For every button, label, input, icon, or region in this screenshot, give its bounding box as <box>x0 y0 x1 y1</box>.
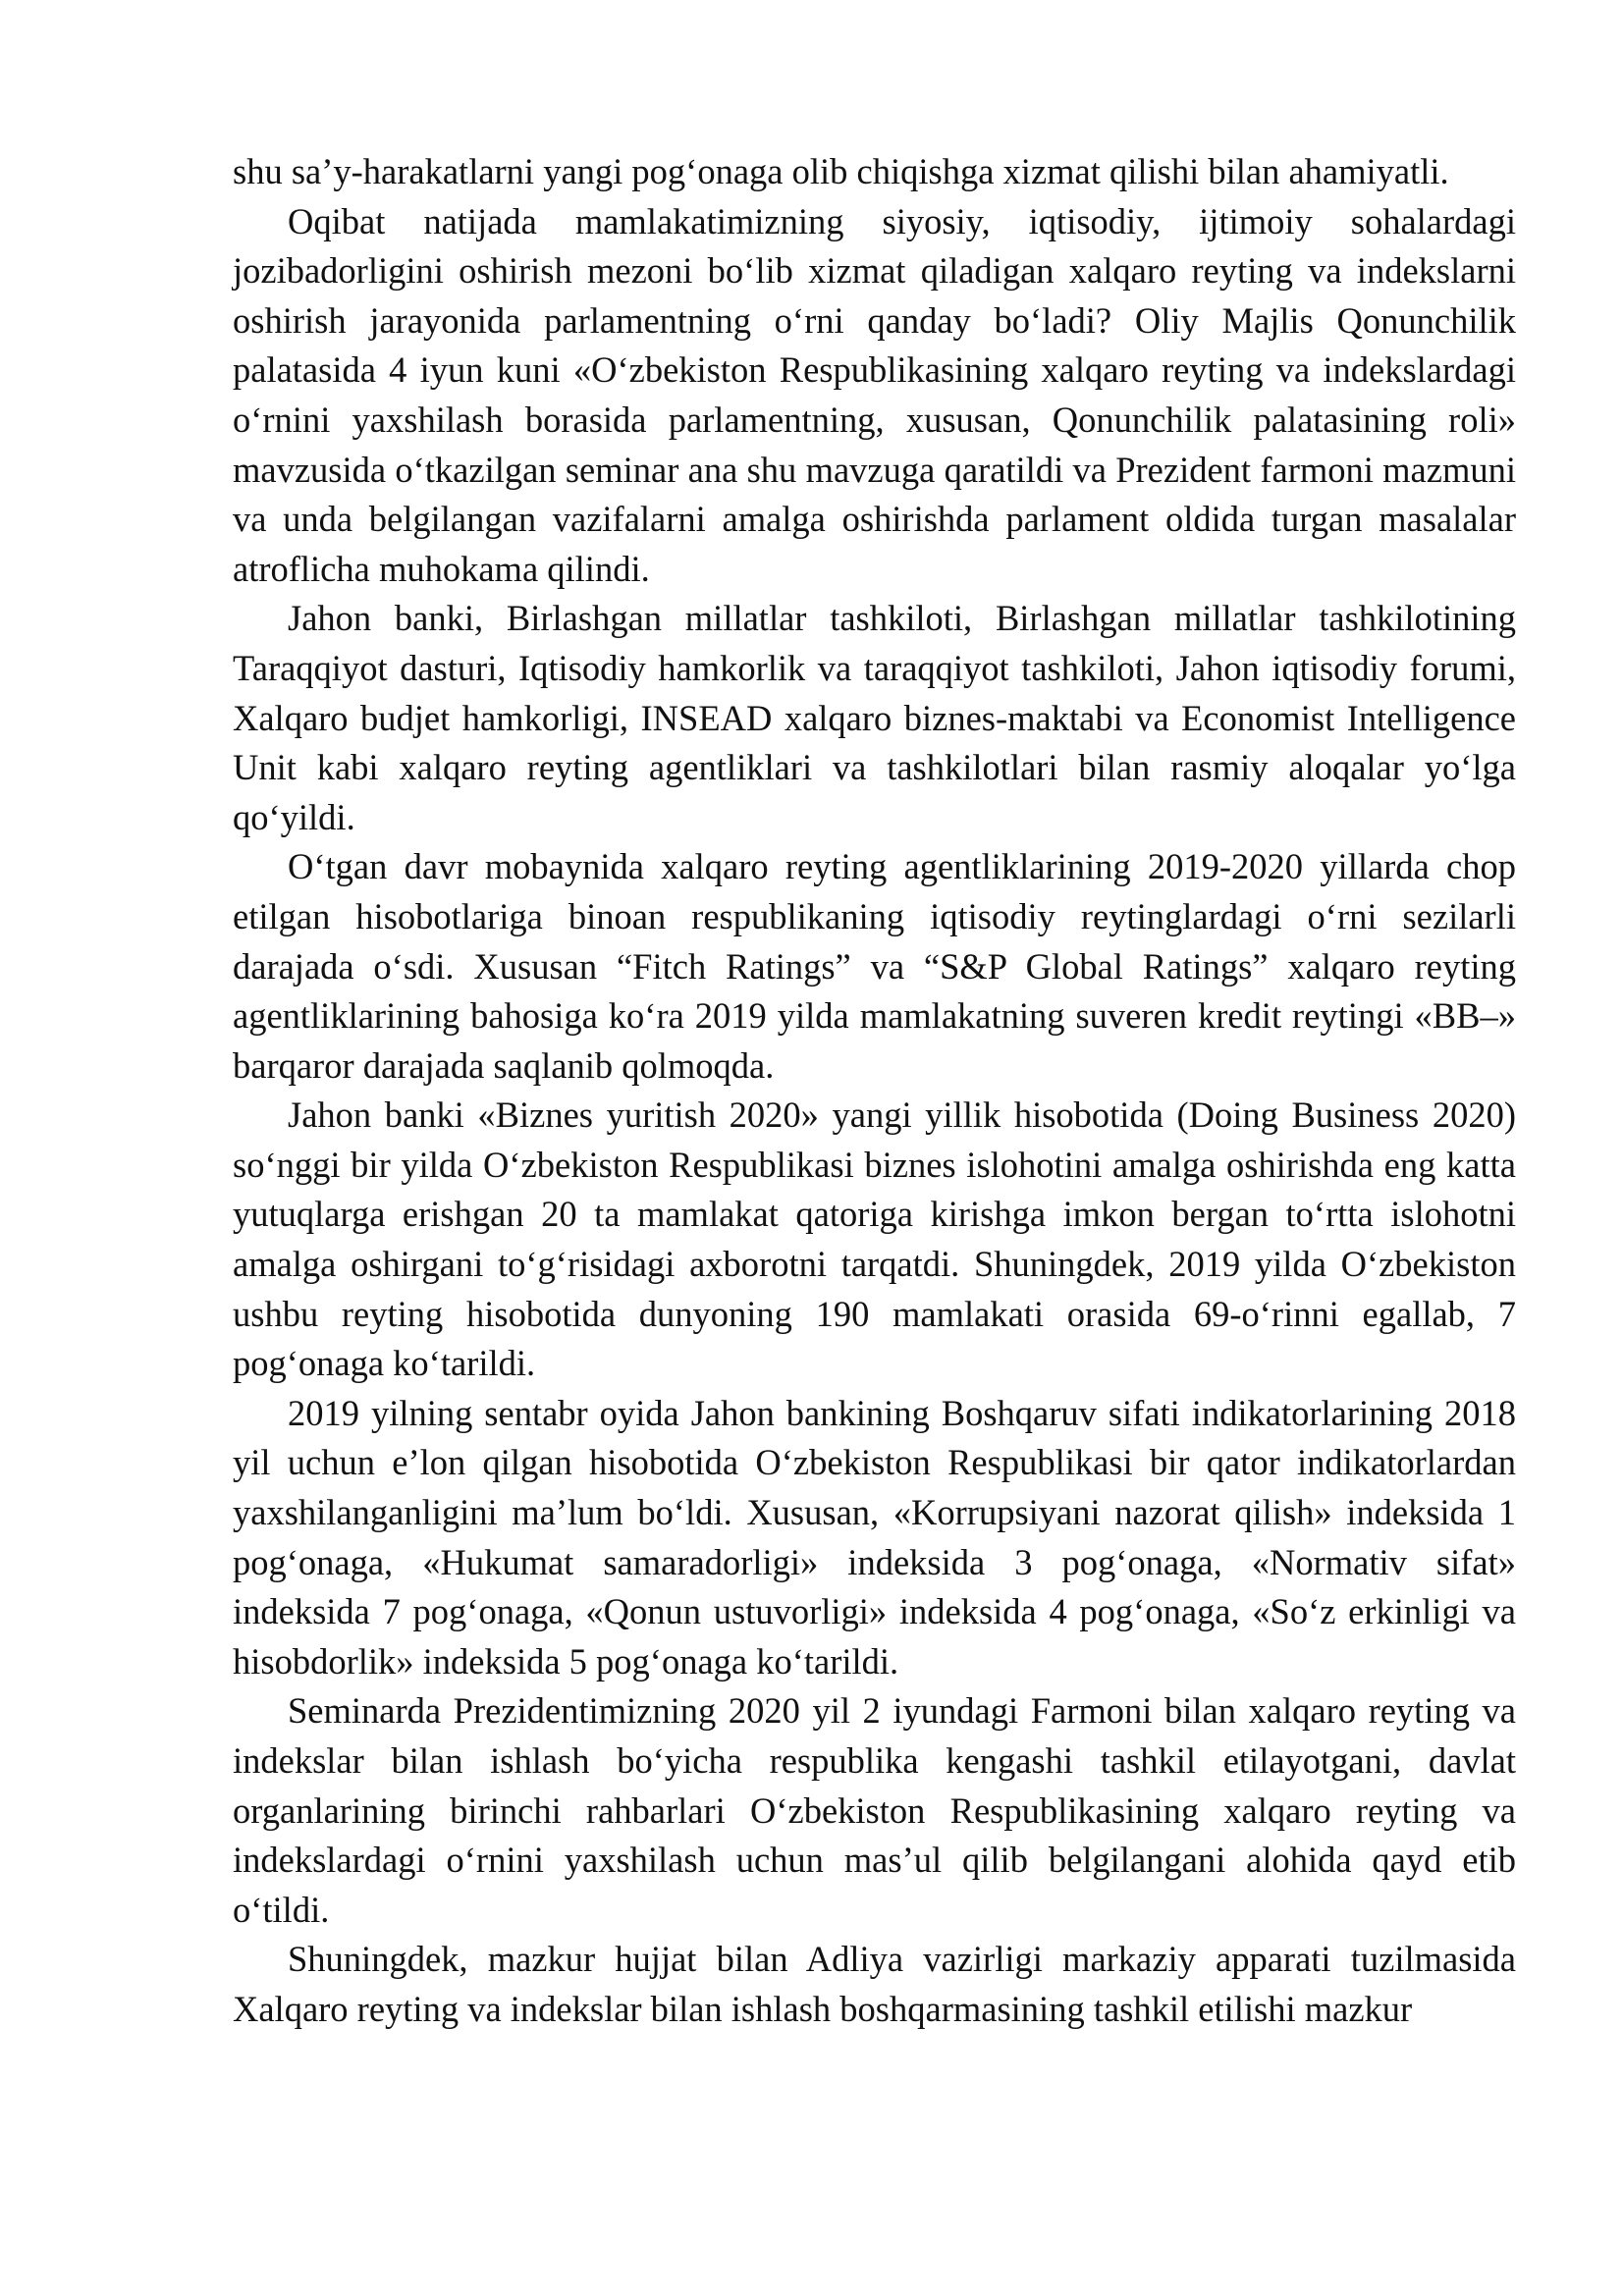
paragraph-continued: shu sa’y-harakatlarni yangi pog‘onaga olib chiqishga xizmat qilishi bilan ahamiyatli. <box>233 151 1449 191</box>
document-page <box>233 147 1516 2035</box>
paragraph-parliament-role: Oqibat natijada mamlakatimizning siyosiy, iqtisodiy, ijtimoiy sohalardagi jozibadorligini oshirish mezoni bo‘lib xizmat qiladigan xalqaro reyting va indekslarni oshirish jarayonida parlamentning o‘rni qanday bo‘ladi? Oliy Majlis Qonunchilik palatasida 4 iyun kuni «O‘zbekiston Respublikasining xalqaro reyting va indekslardagi o‘rnini yaxshilash borasida parlamentning, xususan, Qonunchilik palatasining roli» mavzusida o‘tkazilgan seminar ana shu mavzuga qaratildi va Prezident farmoni mazmuni va unda belgilangan vazifalarni amalga oshirishda parlament oldida turgan masalalar atroflicha muhokama qilindi. <box>233 200 1516 589</box>
paragraph-seminar: Seminarda Prezidentimizning 2020 yil 2 iyundagi Farmoni bilan xalqaro reyting va indekslar bilan ishlash bo‘yicha respublika kengashi tashkil etilayotgani, davlat organlarining birinchi rahbarlari O‘zbekiston Respublikasining xalqaro reyting va indekslardagi o‘rnini yaxshilash uchun mas’ul qilib belgilangani alohida qayd etib o‘tildi. <box>233 1690 1516 1930</box>
paragraph-doing-business: Jahon banki «Biznes yuritish 2020» yangi yillik hisobotida (Doing Business 2020) so‘nggi bir yilda O‘zbekiston Respublikasi biznes islohotini amalga oshirishda eng katta yutuqlarga erishgan 20 ta mamlakat qatoriga kirishga imkon bergan to‘rtta islohotni amalga oshirgani to‘g‘risidagi axborotni tarqatdi. Shuningdek, 2019 yilda O‘zbekiston ushbu reyting hisobotida dunyoning 190 mamlakati orasida 69-o‘rinni egallab, 7 pog‘onaga ko‘tarildi. <box>233 1095 1516 1384</box>
paragraph-rating-agencies: O‘tgan davr mobaynida xalqaro reyting agentliklarining 2019-2020 yillarda chop etilgan hisobotlariga binoan respublikaning iqtisodiy reytinglardagi o‘rni sezilarli darajada o‘sdi. Xususan “Fitch Ratings” va “S&P Global Ratings” xalqaro reyting agentliklarining bahosiga ko‘ra 2019 yilda mamlakatning suveren kredit reytingi «BB–» barqaror darajada saqlanib qolmoqda. <box>233 846 1516 1086</box>
paragraph-international-organizations: Jahon banki, Birlashgan millatlar tashkiloti, Birlashgan millatlar tashkilotining Taraqqiyot dasturi, Iqtisodiy hamkorlik va taraqqiyot tashkiloti, Jahon iqtisodiy forumi, Xalqaro budjet hamkorligi, INSEAD xalqaro biznes-maktabi va Economist Intelligence Unit kabi xalqaro reyting agentliklari va tashkilotlari bilan rasmiy aloqalar yo‘lga qo‘yildi. <box>233 598 1516 837</box>
paragraph-governance-indicators: 2019 yilning sentabr oyida Jahon bankining Boshqaruv sifati indikatorlarining 2018 yil uchun e’lon qilgan hisobotida O‘zbekiston Respublikasi bir qator indikatorlardan yaxshilanganligini ma’lum bo‘ldi. Xususan, «Korrupsiyani nazorat qilish» indeksida 1 pog‘onaga, «Hukumat samaradorligi» indeksida 3 pog‘onaga, «Normativ sifat» indeksida 7 pog‘onaga, «Qonun ustuvorligi» indeksida 4 pog‘onaga, «So‘z erkinligi va hisobdorlik» indeksida 5 pog‘onaga ko‘tarildi. <box>233 1392 1516 1682</box>
paragraph-justice-ministry: Shuningdek, mazkur hujjat bilan Adliya vazirligi markaziy apparati tuzilmasida Xalqaro reyting va indekslar bilan ishlash boshqarmasining tashkil etilishi mazkur <box>233 1939 1516 2029</box>
